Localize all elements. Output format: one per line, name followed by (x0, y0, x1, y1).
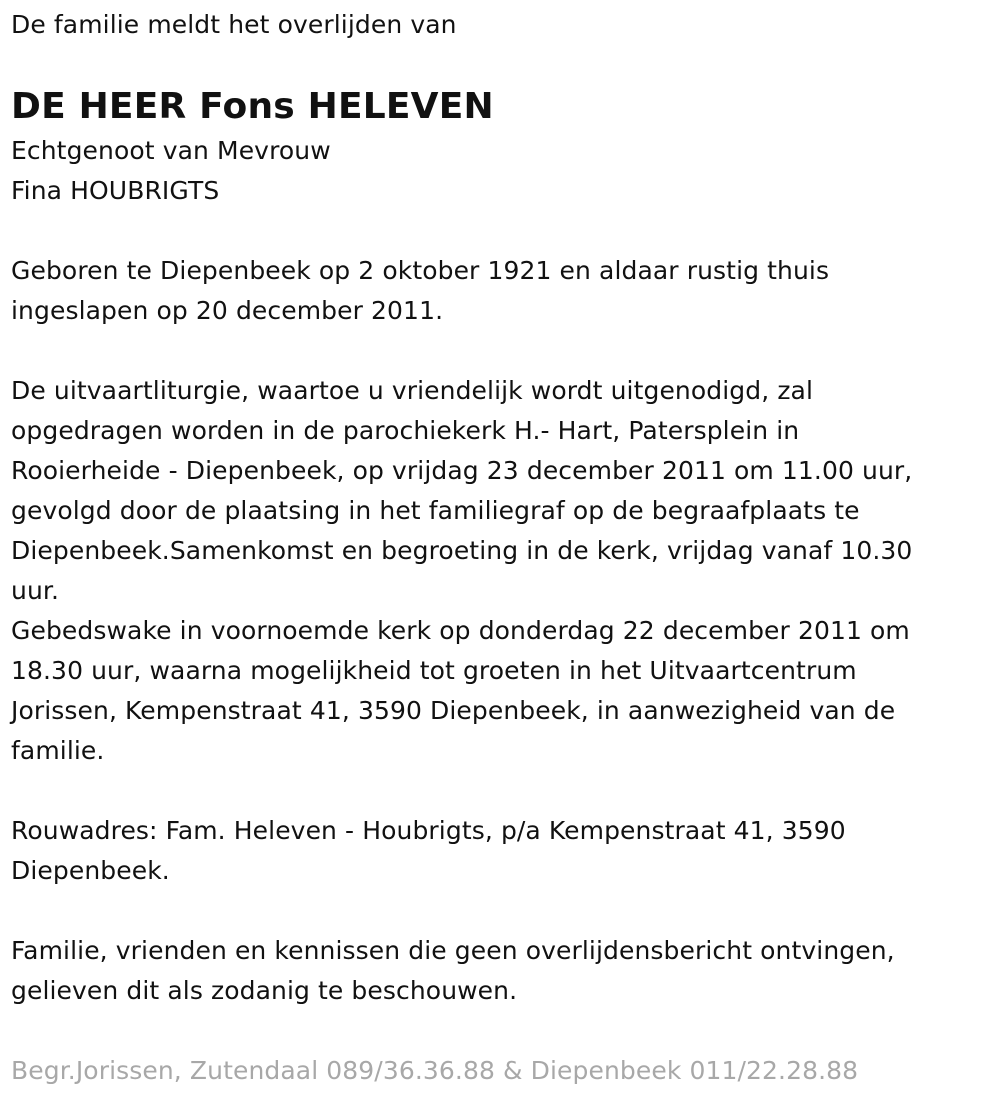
intro-text: De familie meldt het overlijden van (11, 10, 457, 39)
vigil-line: familie. (11, 736, 105, 765)
vigil-line: 18.30 uur, waarna mogelijkheid tot groeten in het Uitvaartcentrum (11, 656, 857, 685)
notice-line: gelieven dit als zodanig te beschouwen. (11, 976, 518, 1005)
vigil-line: Jorissen, Kempenstraat 41, 3590 Diepenbeek, in aanwezigheid van de (11, 696, 896, 725)
funeral-director-footer: Begr.Jorissen, Zutendaal 089/36.36.88 & Diepenbeek 011/22.28.88 (11, 1056, 859, 1085)
deceased-name: DE HEER Fons HELEVEN (11, 86, 494, 127)
paragraph-gap (11, 211, 991, 251)
vigil-line: Gebedswake in voornoemde kerk op donderdag 22 december 2011 om (11, 616, 910, 645)
ceremony-line: Diepenbeek.Samenkomst en begroeting in de kerk, vrijdag vanaf 10.30 (11, 536, 913, 565)
obituary-notice (11, 0, 991, 1091)
ceremony-line: gevolgd door de plaatsing in het familiegraf op de begraafplaats te (11, 496, 860, 525)
birth-line: ingeslapen op 20 december 2011. (11, 296, 444, 325)
paragraph-gap (11, 891, 991, 931)
spouse-name: Fina HOUBRIGTS (11, 176, 220, 205)
ceremony-line: uur. (11, 576, 60, 605)
ceremony-line: Rooierheide - Diepenbeek, op vrijdag 23 december 2011 om 11.00 uur, (11, 456, 913, 485)
spouse-line: Echtgenoot van Mevrouw (11, 136, 331, 165)
notice-line: Familie, vrienden en kennissen die geen overlijdensbericht ontvingen, (11, 936, 895, 965)
ceremony-line: De uitvaartliturgie, waartoe u vriendelijk wordt uitgenodigd, zal (11, 376, 814, 405)
ceremony-line: opgedragen worden in de parochiekerk H.- Hart, Patersplein in (11, 416, 800, 445)
paragraph-gap (11, 331, 991, 371)
address-line: Rouwadres: Fam. Heleven - Houbrigts, p/a Kempenstraat 41, 3590 (11, 816, 846, 845)
address-line: Diepenbeek. (11, 856, 170, 885)
birth-line: Geboren te Diepenbeek op 2 oktober 1921 en aldaar rustig thuis (11, 256, 830, 285)
paragraph-gap (11, 1011, 991, 1051)
paragraph-gap (11, 771, 991, 811)
